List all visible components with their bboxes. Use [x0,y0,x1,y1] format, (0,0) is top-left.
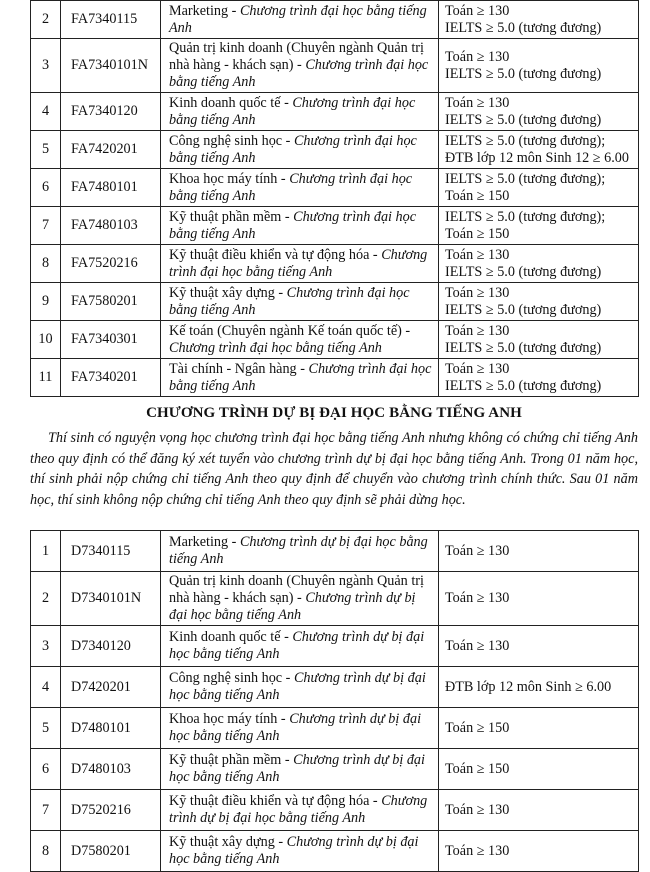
major-name: Khoa học máy tính [169,170,278,187]
major-code: FA7340301 [61,321,161,359]
program-type: Chương trình dự bị đại học bằng tiếng Anh [169,670,426,703]
program-type: Chương trình đại học bằng tiếng Anh [169,246,428,280]
table-row [31,626,639,667]
major-code: FA7340101N [61,39,161,93]
table-row [31,93,639,131]
major-name: Kinh doanh quốc tế [169,629,281,645]
separator: - [401,322,411,339]
admission-requirement-cell [439,359,639,397]
requirement-line: Toán ≥ 130 [445,590,510,606]
row-number: 1 [31,531,61,572]
program-type: Chương trình đại học bằng tiếng Anh [169,208,417,242]
major-code: D7340101N [61,572,161,626]
admission-requirement-cell [439,749,639,790]
admission-requirement-cell [439,321,639,359]
table-row [31,708,639,749]
admission-requirement-cell [439,93,639,131]
major-name: Kinh doanh quốc tế [169,94,281,111]
requirement-line: ĐTB lớp 12 môn Sinh 12 ≥ 6.00 [445,149,629,166]
table-row [31,572,639,626]
requirement-line: ĐTB lớp 12 môn Sinh ≥ 6.00 [445,678,612,695]
major-code: D7580201 [61,831,161,872]
separator: - [274,834,287,850]
major-name: Khoa học máy tính [169,711,278,727]
table-row [31,831,639,872]
admission-requirement-cell [439,245,639,283]
major-name: Công nghệ sinh học [169,132,283,149]
major-name-cell [161,131,439,169]
major-code: D7480103 [61,749,161,790]
major-name: Kỹ thuật xây dựng [169,834,275,850]
requirement-line: IELTS ≥ 5.0 (tương đương); [445,132,606,149]
row-number: 2 [31,572,61,626]
major-code: FA7340201 [61,359,161,397]
major-name-cell [161,708,439,749]
row-number: 5 [31,708,61,749]
separator: - [280,94,293,111]
requirement-line: Toán ≥ 150 [445,225,510,242]
program-type: Chương trình đại học bằng tiếng Anh [169,360,432,394]
major-name-cell [161,207,439,245]
requirement-line: IELTS ≥ 5.0 (tương đương) [445,65,602,82]
row-number: 6 [31,169,61,207]
row-number: 11 [31,359,61,397]
row-number: 5 [31,131,61,169]
major-name-cell [161,1,439,39]
major-code: D7520216 [61,790,161,831]
major-name: Kỹ thuật điều khiển và tự động hóa [169,246,370,263]
major-name: Tài chính - Ngân hàng [169,360,297,377]
requirement-line: Toán ≥ 150 [445,760,510,777]
major-name-cell [161,531,439,572]
table-row [31,321,639,359]
separator: - [293,57,306,73]
table-row [31,531,639,572]
major-code: FA7340115 [61,1,161,39]
requirement-line: IELTS ≥ 5.0 (tương đương) [445,339,602,356]
program-type: Chương trình dự bị đại học bằng tiếng Anh [169,629,425,662]
requirement-line: IELTS ≥ 5.0 (tương đương) [445,377,602,394]
program-type: Chương trình đại học bằng tiếng Anh [169,2,427,36]
separator: - [296,360,309,377]
row-number: 3 [31,626,61,667]
table-row [31,245,639,283]
table-row [31,131,639,169]
major-code: D7340115 [61,531,161,572]
table-body [31,1,639,397]
separator: - [274,284,287,301]
admission-requirement-cell [439,1,639,39]
requirement-line: IELTS ≥ 5.0 (tương đương) [445,19,602,36]
requirement-line: Toán ≥ 130 [445,360,510,377]
admission-requirement-cell [439,790,639,831]
major-name: Marketing [169,534,229,550]
admission-requirement-cell [439,708,639,749]
program-type: Chương trình dự bị đại học bằng tiếng Anh [169,534,428,567]
requirement-line: Toán ≥ 130 [445,801,510,818]
requirement-line: Toán ≥ 130 [445,542,510,559]
major-code: FA7480103 [61,207,161,245]
major-code: FA7580201 [61,283,161,321]
row-number: 8 [31,245,61,283]
major-name-cell [161,572,439,626]
requirement-line: Toán ≥ 130 [445,2,510,19]
major-name-cell [161,169,439,207]
major-code: D7420201 [61,667,161,708]
requirement-line: IELTS ≥ 5.0 (tương đương); [445,208,606,225]
requirement-line: Toán ≥ 130 [445,322,510,339]
admission-requirement-cell [439,169,639,207]
table-row [31,39,639,93]
requirement-line: Toán ≥ 150 [445,187,510,204]
separator: - [282,670,294,686]
major-name-cell [161,749,439,790]
row-number: 7 [31,790,61,831]
major-name: Kỹ thuật điều khiển và tự động hóa [169,793,370,809]
row-number: 10 [31,321,61,359]
table-body [31,531,639,872]
separator: - [228,2,240,19]
major-name-cell [161,39,439,93]
separator: - [293,590,306,606]
admission-requirement-cell [439,572,639,626]
table-row [31,667,639,708]
major-code: FA7340120 [61,93,161,131]
admission-requirement-cell [439,283,639,321]
separator: - [277,170,290,187]
admission-requirement-cell [439,131,639,169]
requirement-line: Toán ≥ 130 [445,48,510,65]
undergraduate-english-program-table [30,0,639,397]
table-row [31,749,639,790]
requirement-line: IELTS ≥ 5.0 (tương đương) [445,301,602,318]
separator: - [281,752,294,768]
row-number: 7 [31,207,61,245]
row-number: 3 [31,39,61,93]
row-number: 2 [31,1,61,39]
separator: - [228,534,240,550]
table-row [31,359,639,397]
requirement-line: Toán ≥ 130 [445,842,510,859]
major-name: Công nghệ sinh học [169,670,283,686]
major-name: Kỹ thuật phần mềm [169,752,282,768]
requirement-line: Toán ≥ 130 [445,94,510,111]
admission-requirement-cell [439,831,639,872]
program-type: Chương trình đại học bằng tiếng Anh [169,132,417,166]
program-type: Chương trình dự bị đại học bằng tiếng Anh [169,590,416,623]
major-name-cell [161,831,439,872]
section-note: Thí sinh có nguyện vọng học chương trình đại học bằng tiếng Anh nhưng không có chứng chỉ tiếng Anh theo quy định có thể đăng ký xét tuyển vào chương trình dự bị đại học bằng tiếng Anh. Trong 01 năm học, thí sinh phải nộp chứng chỉ tiếng Anh theo quy định để chuyển vào chương trình chính thức. Sau 01 năm học, thí sinh không nộp chứng chỉ tiếng Anh theo quy định sẽ phải dừng học. [30,430,638,508]
program-type: Chương trình đại học bằng tiếng Anh [169,284,410,318]
major-name: Quản trị kinh doanh (Chuyên ngành Quản trị nhà hàng - khách sạn) [169,573,424,606]
admission-requirement-cell [439,531,639,572]
table-row [31,790,639,831]
major-name: Quản trị kinh doanh (Chuyên ngành Quản trị nhà hàng - khách sạn) [169,40,424,73]
row-number: 4 [31,93,61,131]
table-row [31,169,639,207]
program-type: Chương trình đại học bằng tiếng Anh [169,170,413,204]
requirement-line: IELTS ≥ 5.0 (tương đương) [445,111,602,128]
admission-requirement-cell [439,626,639,667]
admission-requirement-cell [439,39,639,93]
requirement-line: Toán ≥ 130 [445,284,510,301]
separator: - [280,629,293,645]
program-type: Chương trình đại học bằng tiếng Anh [169,57,429,90]
major-name: Marketing [169,2,229,19]
program-type: Chương trình đại học bằng tiếng Anh [169,339,382,356]
program-type: Chương trình dự bị đại học bằng tiếng Anh [169,752,425,785]
requirement-line: Toán ≥ 150 [445,719,510,736]
major-name: Kỹ thuật phần mềm [169,208,282,225]
major-name-cell [161,283,439,321]
table-row [31,1,639,39]
admission-requirement-cell [439,207,639,245]
major-code: D7340120 [61,626,161,667]
major-name: Kế toán (Chuyên ngành Kế toán quốc tế) [169,322,402,339]
major-name-cell [161,245,439,283]
major-name-cell [161,667,439,708]
table-row [31,207,639,245]
requirement-line: IELTS ≥ 5.0 (tương đương); [445,170,606,187]
major-name-cell [161,359,439,397]
requirement-line: Toán ≥ 130 [445,637,510,654]
major-name-cell [161,790,439,831]
requirement-line: IELTS ≥ 5.0 (tương đương) [445,263,602,280]
separator: - [282,132,294,149]
major-code: D7480101 [61,708,161,749]
major-name-cell [161,93,439,131]
major-code: FA7420201 [61,131,161,169]
major-name-cell [161,321,439,359]
separator: - [277,711,290,727]
row-number: 8 [31,831,61,872]
separator: - [369,246,382,263]
program-type: Chương trình đại học bằng tiếng Anh [169,94,416,128]
major-code: FA7520216 [61,245,161,283]
major-name: Kỹ thuật xây dựng [169,284,275,301]
separator: - [281,208,294,225]
separator: - [369,793,382,809]
program-type: Chương trình dự bị đại học bằng tiếng Anh [169,793,428,826]
row-number: 4 [31,667,61,708]
row-number: 9 [31,283,61,321]
major-name-cell [161,626,439,667]
major-code: FA7480101 [61,169,161,207]
section-title: CHƯƠNG TRÌNH DỰ BỊ ĐẠI HỌC BẰNG TIẾNG ANH [146,405,522,421]
requirement-line: Toán ≥ 130 [445,246,510,263]
preparatory-program-table [30,530,639,872]
table-row [31,283,639,321]
admission-requirement-cell [439,667,639,708]
row-number: 6 [31,749,61,790]
program-type: Chương trình dự bị đại học bằng tiếng Anh [169,834,419,867]
program-type: Chương trình dự bị đại học bằng tiếng Anh [169,711,422,744]
